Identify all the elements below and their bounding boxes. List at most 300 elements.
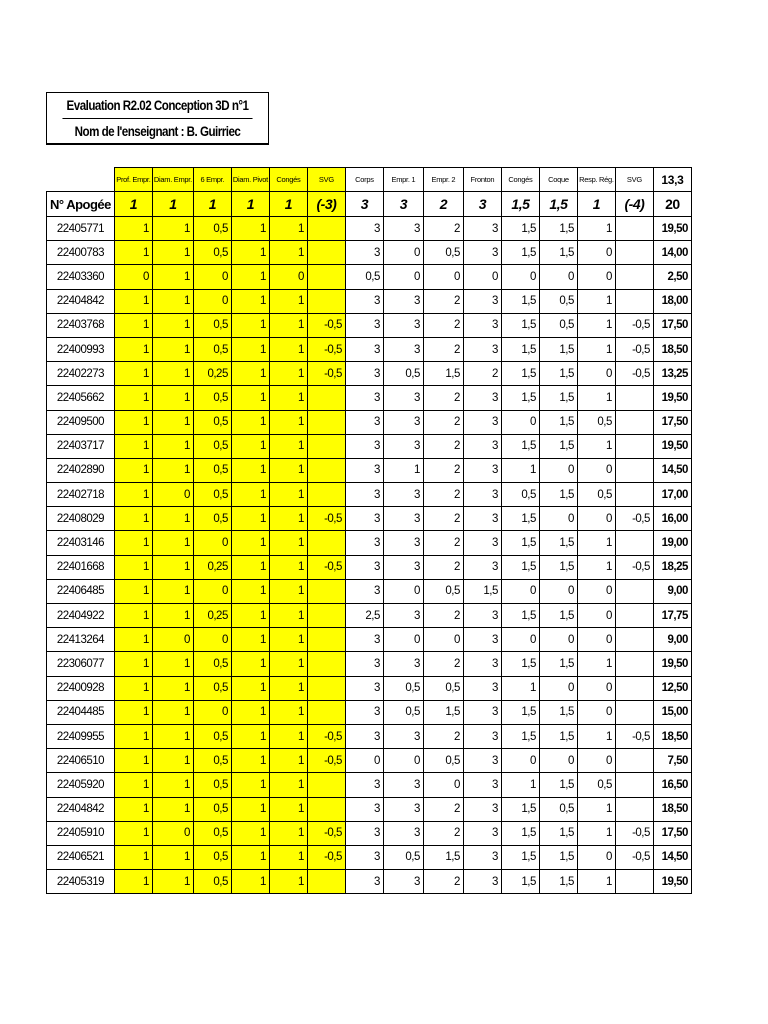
grade-cell: 3 [345, 555, 383, 579]
grades-table [46, 167, 692, 894]
grade-cell: 3 [463, 531, 501, 555]
grade-cell: 1 [152, 773, 193, 797]
grade-cell: 1 [152, 749, 193, 773]
grade-cell [615, 531, 653, 555]
total-cell: 19,50 [653, 652, 691, 676]
grade-cell: 3 [345, 821, 383, 845]
grade-cell: 1 [577, 313, 615, 337]
column-header: Prof. Empr. [114, 168, 152, 192]
grade-cell [307, 773, 345, 797]
grade-cell: 2 [423, 507, 463, 531]
grade-cell: 2 [423, 410, 463, 434]
column-header: SVG [307, 168, 345, 192]
table-row [47, 845, 692, 869]
apogee-cell: 22413264 [47, 628, 115, 652]
grade-cell: 0,5 [577, 410, 615, 434]
table-row [47, 362, 692, 386]
grade-cell: -0,5 [307, 362, 345, 386]
grade-cell: 0 [501, 749, 539, 773]
grade-cell: 0 [269, 265, 307, 289]
grade-cell: 1 [152, 870, 193, 894]
grade-cell: 3 [463, 555, 501, 579]
grade-cell: 1,5 [501, 337, 539, 361]
grade-cell: 1 [231, 531, 269, 555]
grade-cell: 1 [152, 337, 193, 361]
grade-cell: 1 [269, 724, 307, 748]
grade-cell: 2 [423, 434, 463, 458]
grade-cell: 0,5 [383, 362, 423, 386]
column-points: 1 [152, 192, 193, 217]
grade-cell: 0,5 [193, 676, 231, 700]
grade-cell: 2 [423, 531, 463, 555]
grade-cell [307, 386, 345, 410]
grade-cell: 1 [152, 652, 193, 676]
grade-cell: 0 [423, 628, 463, 652]
grade-cell: 1 [577, 821, 615, 845]
grade-cell: 1,5 [423, 700, 463, 724]
grade-cell: 1 [269, 313, 307, 337]
apogee-cell: 22404842 [47, 797, 115, 821]
grade-cell: 0 [193, 579, 231, 603]
grade-cell: 1 [269, 337, 307, 361]
grade-cell [615, 386, 653, 410]
grade-cell [615, 749, 653, 773]
grade-cell: 3 [383, 337, 423, 361]
grade-cell: 1 [577, 434, 615, 458]
apogee-cell: 22408029 [47, 507, 115, 531]
grade-cell: 0,5 [423, 749, 463, 773]
grade-cell: 1 [114, 313, 152, 337]
apogee-cell: 22402273 [47, 362, 115, 386]
grade-cell: 0 [193, 628, 231, 652]
grade-cell: -0,5 [307, 337, 345, 361]
grade-cell: 1 [231, 628, 269, 652]
grade-cell: 1 [577, 337, 615, 361]
grade-cell: 0 [383, 749, 423, 773]
grade-cell: 1,5 [539, 821, 577, 845]
grade-cell: 1 [152, 507, 193, 531]
grade-cell: 3 [463, 337, 501, 361]
grade-cell: 0,5 [345, 265, 383, 289]
grade-cell: -0,5 [307, 821, 345, 845]
table-row [47, 870, 692, 894]
grade-cell: 1,5 [501, 870, 539, 894]
grade-cell: 1 [269, 289, 307, 313]
grade-cell: 1,5 [539, 724, 577, 748]
table-row [47, 797, 692, 821]
column-header: Congés [269, 168, 307, 192]
total-cell: 9,00 [653, 628, 691, 652]
grade-cell: 1,5 [501, 604, 539, 628]
column-points: 1,5 [539, 192, 577, 217]
grade-cell: 2 [423, 337, 463, 361]
grade-cell [615, 870, 653, 894]
grade-cell: 3 [463, 749, 501, 773]
grade-cell: 3 [463, 386, 501, 410]
grade-cell: 1,5 [539, 483, 577, 507]
grade-cell: 1 [114, 652, 152, 676]
grade-cell: 1 [114, 458, 152, 482]
grade-cell: 0 [383, 579, 423, 603]
grade-cell: 1 [269, 821, 307, 845]
total-cell: 17,50 [653, 821, 691, 845]
grade-cell: 1 [269, 483, 307, 507]
table-row [47, 410, 692, 434]
grade-cell: 0 [383, 628, 423, 652]
grade-cell: 1 [269, 386, 307, 410]
grade-cell: 0,5 [193, 724, 231, 748]
grade-cell: 1 [577, 870, 615, 894]
grade-cell: 1 [114, 531, 152, 555]
column-header: Congés [501, 168, 539, 192]
apogee-header: N° Apogée [47, 192, 115, 217]
grade-cell: 3 [463, 458, 501, 482]
column-points: 1 [577, 192, 615, 217]
grade-cell: 3 [345, 458, 383, 482]
table-row [47, 434, 692, 458]
grade-cell: 3 [463, 700, 501, 724]
grade-cell: 0 [423, 773, 463, 797]
column-header: Fronton [463, 168, 501, 192]
total-cell: 2,50 [653, 265, 691, 289]
grade-cell: 0,5 [193, 821, 231, 845]
table-row [47, 749, 692, 773]
total-cell: 16,50 [653, 773, 691, 797]
grade-cell: 1 [269, 700, 307, 724]
grade-cell: 0 [577, 507, 615, 531]
grade-cell: 3 [345, 773, 383, 797]
grade-cell: 1 [114, 555, 152, 579]
grade-cell: 1 [269, 652, 307, 676]
table-row [47, 724, 692, 748]
column-header: Diam. Empr. [152, 168, 193, 192]
grade-cell: 1 [231, 337, 269, 361]
grade-cell: 0 [193, 700, 231, 724]
grade-cell: 3 [345, 870, 383, 894]
title-box [46, 92, 269, 145]
grade-cell [307, 700, 345, 724]
grade-cell: 1,5 [501, 434, 539, 458]
grade-cell: 1 [269, 870, 307, 894]
grade-cell: 3 [383, 289, 423, 313]
apogee-cell: 22405910 [47, 821, 115, 845]
grade-cell: 3 [463, 676, 501, 700]
grade-cell: -0,5 [615, 313, 653, 337]
total-cell: 17,50 [653, 410, 691, 434]
grade-cell: 1 [152, 604, 193, 628]
grade-cell: 1 [269, 555, 307, 579]
grade-cell: 1,5 [501, 700, 539, 724]
grade-cell: 1,5 [501, 797, 539, 821]
grade-cell: 3 [345, 434, 383, 458]
table-row [47, 652, 692, 676]
grade-cell: 1 [231, 241, 269, 265]
grade-cell: 3 [345, 652, 383, 676]
column-header-row [47, 168, 692, 192]
table-row [47, 483, 692, 507]
grade-cell: 1 [114, 579, 152, 603]
table-row [47, 604, 692, 628]
grade-cell: 3 [345, 313, 383, 337]
apogee-cell: 22403360 [47, 265, 115, 289]
grade-cell: 3 [383, 821, 423, 845]
grade-cell: 1 [577, 555, 615, 579]
apogee-cell: 22401668 [47, 555, 115, 579]
grade-cell: 3 [383, 386, 423, 410]
total-cell: 12,50 [653, 676, 691, 700]
grade-cell: 1,5 [539, 604, 577, 628]
grade-cell: 1 [114, 362, 152, 386]
grade-cell: 3 [463, 870, 501, 894]
evaluation-title: Evaluation R2.02 Conception 3D n°1 [62, 93, 252, 119]
table-row [47, 313, 692, 337]
apogee-cell: 22405771 [47, 217, 115, 241]
table-row [47, 531, 692, 555]
grade-cell: 0 [193, 289, 231, 313]
grade-cell: 1 [152, 700, 193, 724]
grade-cell: 0 [193, 531, 231, 555]
grade-cell: 1,5 [501, 386, 539, 410]
grade-cell: 1 [152, 458, 193, 482]
grade-cell: 1 [114, 845, 152, 869]
grade-cell: 3 [463, 507, 501, 531]
grade-cell: 0,5 [193, 458, 231, 482]
grade-cell [615, 579, 653, 603]
column-points: 1,5 [501, 192, 539, 217]
grade-cell: 3 [463, 652, 501, 676]
grade-cell: 3 [463, 483, 501, 507]
grade-cell: 3 [383, 410, 423, 434]
grade-cell [307, 652, 345, 676]
total-cell: 19,00 [653, 531, 691, 555]
grade-cell: 1,5 [501, 724, 539, 748]
grade-cell: 1 [114, 604, 152, 628]
grade-cell: 0,5 [193, 483, 231, 507]
apogee-cell: 22406485 [47, 579, 115, 603]
grade-cell: 0,5 [501, 483, 539, 507]
grade-cell: 0,5 [539, 313, 577, 337]
grade-cell: -0,5 [307, 555, 345, 579]
table-row [47, 628, 692, 652]
column-header: Diam. Pivot [231, 168, 269, 192]
grade-cell: 1 [383, 458, 423, 482]
apogee-cell: 22403146 [47, 531, 115, 555]
grade-cell: 2 [423, 797, 463, 821]
grade-cell [307, 458, 345, 482]
grade-cell: 0 [577, 265, 615, 289]
grade-cell: 1,5 [539, 555, 577, 579]
grade-cell: 3 [383, 434, 423, 458]
grade-cell: 3 [383, 773, 423, 797]
grade-cell: 1 [152, 410, 193, 434]
grade-cell: 1,5 [423, 845, 463, 869]
apogee-cell: 22405920 [47, 773, 115, 797]
grade-cell: 0 [577, 845, 615, 869]
grade-cell: 1 [231, 676, 269, 700]
apogee-cell: 22403768 [47, 313, 115, 337]
apogee-cell: 22409955 [47, 724, 115, 748]
grade-cell: 3 [345, 410, 383, 434]
total-cell: 14,50 [653, 845, 691, 869]
grade-cell: 1,5 [539, 241, 577, 265]
grade-cell: 0,5 [539, 289, 577, 313]
grade-cell: 1 [269, 458, 307, 482]
grade-cell: 3 [345, 579, 383, 603]
grade-cell: -0,5 [307, 845, 345, 869]
grade-cell: 1 [269, 604, 307, 628]
grade-cell [307, 579, 345, 603]
grade-cell: 0 [539, 579, 577, 603]
total-cell: 16,00 [653, 507, 691, 531]
grade-cell: 1 [152, 265, 193, 289]
table-row [47, 289, 692, 313]
grade-cell: 1 [577, 289, 615, 313]
grade-cell [307, 870, 345, 894]
grade-cell: 1 [231, 483, 269, 507]
grade-cell: 1 [231, 773, 269, 797]
column-points: 20 [653, 192, 691, 217]
grade-cell: 2 [423, 483, 463, 507]
grade-cell: 3 [463, 289, 501, 313]
apogee-cell: 22400783 [47, 241, 115, 265]
total-cell: 19,50 [653, 217, 691, 241]
apogee-cell: 22403717 [47, 434, 115, 458]
grade-cell: 0,25 [193, 555, 231, 579]
grade-cell: 3 [463, 773, 501, 797]
grade-cell: 1 [577, 386, 615, 410]
total-cell: 17,00 [653, 483, 691, 507]
grade-cell: 1 [269, 410, 307, 434]
table-row [47, 458, 692, 482]
grade-cell [307, 265, 345, 289]
grade-cell: 2 [423, 386, 463, 410]
grade-cell: 0 [193, 265, 231, 289]
grade-cell: 1,5 [501, 531, 539, 555]
grade-cell: -0,5 [615, 845, 653, 869]
teacher-name: Nom de l'enseignant : B. Guirriec [74, 124, 241, 139]
total-cell: 7,50 [653, 749, 691, 773]
grade-cell: 3 [383, 724, 423, 748]
points-row [47, 192, 692, 217]
apogee-cell: 22404922 [47, 604, 115, 628]
grade-cell: 3 [383, 217, 423, 241]
grade-cell [307, 289, 345, 313]
grade-cell: 1 [577, 217, 615, 241]
grade-cell: 1,5 [539, 386, 577, 410]
grade-cell: 1 [152, 362, 193, 386]
total-cell: 13,25 [653, 362, 691, 386]
grade-cell: 0 [539, 676, 577, 700]
grade-cell: 1,5 [501, 241, 539, 265]
grade-cell: 1,5 [501, 652, 539, 676]
column-header: Empr. 1 [383, 168, 423, 192]
grade-cell: 1 [231, 604, 269, 628]
column-header: Empr. 2 [423, 168, 463, 192]
grade-cell: 0,5 [193, 313, 231, 337]
grade-cell [615, 604, 653, 628]
grade-cell: 1 [114, 797, 152, 821]
grade-cell: 1 [269, 628, 307, 652]
column-points: 1 [193, 192, 231, 217]
grade-cell: 1 [152, 724, 193, 748]
grade-cell: 3 [345, 289, 383, 313]
grade-cell: 1 [269, 241, 307, 265]
grade-cell: 2 [423, 821, 463, 845]
total-cell: 14,50 [653, 458, 691, 482]
column-header: SVG [615, 168, 653, 192]
grade-cell: 1 [501, 458, 539, 482]
grade-cell: 1 [577, 531, 615, 555]
grade-cell: 0 [577, 628, 615, 652]
grade-cell: 0,5 [577, 773, 615, 797]
grade-cell: 3 [463, 313, 501, 337]
grade-cell: 1 [152, 676, 193, 700]
table-row [47, 507, 692, 531]
column-points: 3 [463, 192, 501, 217]
grade-cell: 0,5 [423, 579, 463, 603]
grade-cell: 1 [231, 724, 269, 748]
column-header: 6 Empr. [193, 168, 231, 192]
grade-cell: -0,5 [307, 724, 345, 748]
grade-cell: 0 [539, 265, 577, 289]
column-points: 1 [231, 192, 269, 217]
grade-cell: 1,5 [539, 410, 577, 434]
total-cell: 18,50 [653, 724, 691, 748]
grade-cell [307, 797, 345, 821]
grade-cell: 1 [577, 797, 615, 821]
grade-cell [615, 458, 653, 482]
grade-cell: 3 [383, 507, 423, 531]
grade-cell: -0,5 [615, 362, 653, 386]
table-row [47, 579, 692, 603]
grade-cell: 1,5 [501, 845, 539, 869]
grade-cell: 0,5 [577, 483, 615, 507]
grade-cell: 1 [114, 773, 152, 797]
total-cell: 18,50 [653, 797, 691, 821]
grade-cell: 3 [345, 845, 383, 869]
grade-cell: 1 [152, 217, 193, 241]
grade-cell: 1,5 [539, 217, 577, 241]
grade-cell: 3 [383, 652, 423, 676]
grade-cell: 1,5 [539, 845, 577, 869]
grade-cell: 1 [152, 386, 193, 410]
grade-cell: 1 [152, 797, 193, 821]
grade-cell: 0 [152, 628, 193, 652]
grade-cell [307, 676, 345, 700]
grade-cell: 1,5 [501, 821, 539, 845]
grade-cell: 0 [383, 265, 423, 289]
total-cell: 18,25 [653, 555, 691, 579]
grade-cell: 0,5 [423, 241, 463, 265]
grade-cell: 1 [114, 749, 152, 773]
grade-cell: 1 [152, 434, 193, 458]
grade-cell: 1 [114, 217, 152, 241]
apogee-cell: 22406510 [47, 749, 115, 773]
grade-cell: 3 [345, 628, 383, 652]
grade-cell: 1 [269, 676, 307, 700]
grade-cell: 3 [345, 724, 383, 748]
grade-cell: 3 [383, 531, 423, 555]
column-points: 1 [269, 192, 307, 217]
grade-cell: 3 [463, 724, 501, 748]
grade-cell: 1 [114, 676, 152, 700]
grade-cell: -0,5 [615, 507, 653, 531]
grade-cell [615, 410, 653, 434]
grade-cell: 1,5 [423, 362, 463, 386]
grade-cell [615, 797, 653, 821]
grade-cell: 0 [577, 579, 615, 603]
grade-cell [615, 676, 653, 700]
